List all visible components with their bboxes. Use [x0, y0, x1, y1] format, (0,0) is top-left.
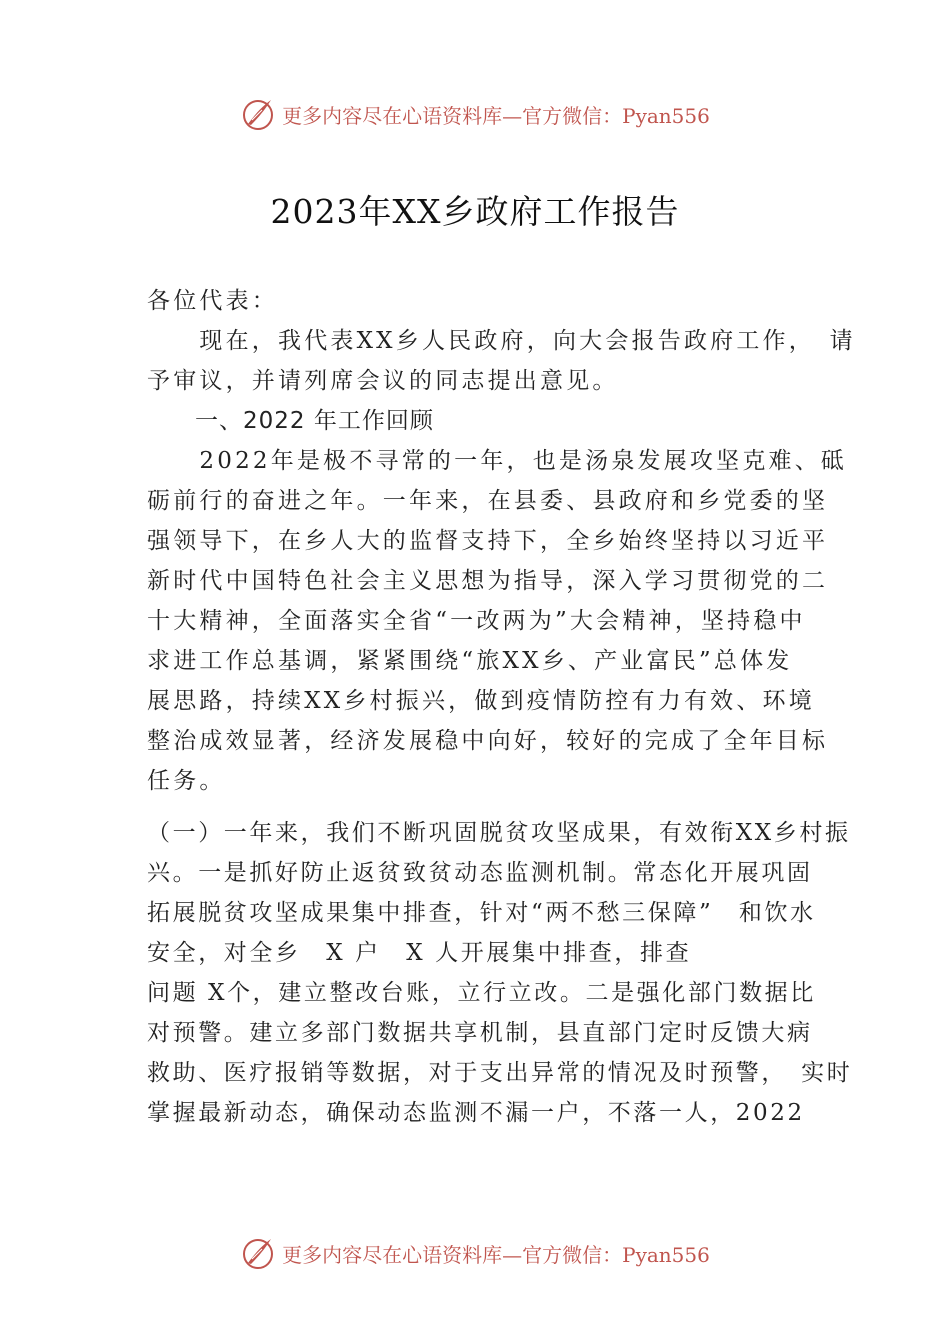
body-line: 展思路，持续XX乡村振兴，做到疫情防控有力有效、环境	[147, 688, 815, 714]
section-heading: 一、2022 年工作回顾	[147, 408, 434, 434]
body-line: 任务。	[147, 768, 226, 794]
body-line: 求进工作总基调，紧紧围绕“旅XX乡、产业富民”总体发	[147, 648, 793, 674]
body-line: 砺前行的奋进之年。一年来，在县委、县政府和乡党委的坚	[147, 488, 829, 514]
salutation-line: 各位代表：	[147, 288, 278, 314]
watermark-banner-top	[0, 92, 950, 136]
document-body	[147, 281, 856, 1133]
body-line: 掌握最新动态，确保动态监测不漏一户，不落一人，2022	[147, 1100, 805, 1126]
watermark-text: 更多内容尽在心语资料库—官方微信：Pyan556	[282, 1242, 710, 1267]
body-line: 2022年是极不寻常的一年，也是汤泉发展攻坚克难、砥	[147, 448, 848, 474]
body-line: 十大精神，全面落实全省“一改两为”大会精神，坚持稳中	[147, 608, 806, 634]
body-line: 现在，我代表XX乡人民政府，向大会报告政府工作， 请	[147, 328, 856, 354]
document-title: 2023年XX乡政府工作报告	[270, 192, 680, 231]
body-line: 强领导下，在乡人大的监督支持下，全乡始终坚持以习近平	[147, 528, 829, 554]
body-line: 对预警。建立多部门数据共享机制，县直部门定时反馈大病	[147, 1020, 813, 1046]
body-line: 兴。一是抓好防止返贫致贫动态监测机制。常态化开展巩固	[147, 860, 813, 886]
body-line: 问题 X个，建立整改台账，立行立改。二是强化部门数据比	[147, 980, 816, 1006]
quill-logo-icon	[240, 1235, 276, 1271]
body-line: 新时代中国特色社会主义思想为指导，深入学习贯彻党的二	[147, 568, 829, 594]
body-line: 予审议，并请列席会议的同志提出意见。	[147, 368, 619, 394]
body-line: 救助、医疗报销等数据，对于支出异常的情况及时预警， 实时	[147, 1060, 853, 1086]
watermark-text: 更多内容尽在心语资料库—官方微信：Pyan556	[282, 103, 710, 128]
watermark-banner-bottom	[0, 1231, 950, 1275]
body-line: 安全，对全乡 X 户 X 人开展集中排查，排查	[147, 940, 692, 966]
subsection-heading-line: （一）一年来，我们不断巩固脱贫攻坚成果，有效衔XX乡村振	[147, 820, 851, 846]
body-line: 整治成效显著，经济发展稳中向好，较好的完成了全年目标	[147, 728, 829, 754]
quill-logo-icon	[240, 96, 276, 132]
body-line: 拓展脱贫攻坚成果集中排查，针对“两不愁三保障” 和饮水	[147, 900, 816, 926]
